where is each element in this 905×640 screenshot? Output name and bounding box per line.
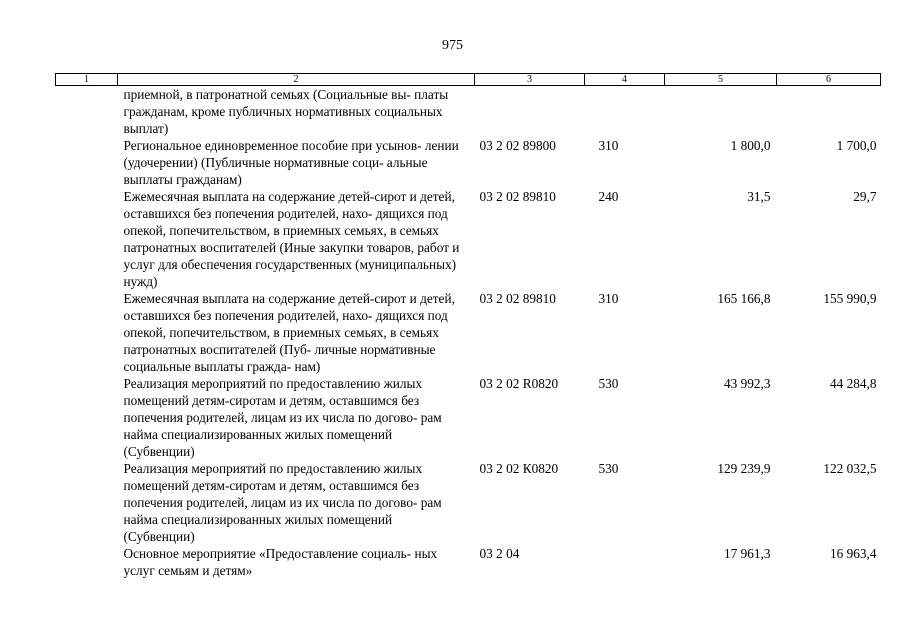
- item-amount-1: 1 800,0: [730, 138, 771, 153]
- item-code: 03 2 02 К0820: [479, 461, 559, 476]
- table-row: [56, 137, 881, 188]
- item-amount-2: 155 990,9: [823, 291, 877, 306]
- item-amount-1: [665, 86, 777, 138]
- item-amount-2: 1 700,0: [836, 138, 877, 153]
- item-amount-2: [777, 86, 881, 138]
- header-col-6: 6: [777, 74, 881, 86]
- item-type: 310: [598, 291, 619, 306]
- item-name: Ежемесячная выплата на содержание детей-сирот и детей, оставшихся без попечения родителей, нахо- дящихся под опекой, попечительством, в приемных семьях, в семьях патронатных воспитателей (Пуб- личные нормативные социальные выплаты гражда- нам): [123, 291, 455, 374]
- header-row: [56, 74, 881, 86]
- row-number-cell: [56, 86, 118, 138]
- item-name: Региональное единовременное пособие при усынов- лении (удочерении) (Публичные нормативные соци- альные выплаты гражданам): [123, 138, 459, 187]
- table-row: [56, 188, 881, 290]
- header-col-5: 5: [665, 74, 777, 86]
- item-amount-2: 122 032,5: [823, 461, 877, 476]
- item-name: Ежемесячная выплата на содержание детей-сирот и детей, оставшихся без попечения родителей, нахо- дящихся под опекой, попечительством, в приемных семьях, в семьях патронатных воспитателей (Иные закупки товаров, работ и услуг для обеспечения государственных (муниципальных) нужд): [123, 189, 460, 289]
- item-code: 03 2 02 R0820: [479, 376, 559, 391]
- item-code: 03 2 02 89810: [479, 189, 556, 204]
- table-row: [56, 460, 881, 545]
- item-amount-1: 17 961,3: [723, 546, 771, 561]
- item-amount-1: 129 239,9: [717, 461, 771, 476]
- item-amount-2: 29,7: [853, 189, 877, 204]
- item-amount-1: 43 992,3: [723, 376, 771, 391]
- item-name: Реализация мероприятий по предоставлению жилых помещений детям-сиротам и детям, оставшимся без попечения родителей, лицам из их числа по догово- рам найма специализированных жилых помещений (Субвенции): [123, 461, 442, 544]
- table-row: [56, 290, 881, 375]
- header-col-1: 1: [56, 74, 118, 86]
- row-number-cell: [56, 375, 118, 460]
- item-name: приемной, в патронатной семьях (Социальные вы- платы гражданам, кроме публичных нормативных социальных выплат): [123, 87, 449, 136]
- item-name: Основное мероприятие «Предоставление социаль- ных услуг семьям и детям»: [123, 546, 438, 578]
- item-type: 530: [598, 461, 619, 476]
- item-code: 03 2 02 89800: [479, 138, 556, 153]
- header-col-3: 3: [475, 74, 585, 86]
- table-row: [56, 545, 881, 579]
- item-type: [585, 86, 665, 138]
- item-amount-1: 165 166,8: [717, 291, 771, 306]
- item-code: 03 2 04: [479, 546, 520, 561]
- item-code: [475, 86, 585, 138]
- table-header: [56, 74, 881, 86]
- page-number: 975: [442, 38, 463, 53]
- item-type: 310: [598, 138, 619, 153]
- header-col-2: 2: [118, 74, 475, 86]
- row-number-cell: [56, 460, 118, 545]
- item-amount-1: 31,5: [747, 189, 771, 204]
- item-code: 03 2 02 89810: [479, 291, 556, 306]
- budget-table: [55, 73, 881, 579]
- header-col-4: 4: [585, 74, 665, 86]
- table-row: [56, 86, 881, 138]
- row-number-cell: [56, 188, 118, 290]
- row-number-cell: [56, 137, 118, 188]
- item-type: 240: [598, 189, 619, 204]
- row-number-cell: [56, 545, 118, 579]
- item-amount-2: 16 963,4: [829, 546, 877, 561]
- item-type: 530: [598, 376, 619, 391]
- item-name: Реализация мероприятий по предоставлению жилых помещений детям-сиротам и детям, оставшимся без попечения родителей, лицам из их числа по догово- рам найма специализированных жилых помещений (Субвенции): [123, 376, 442, 459]
- table-body: [56, 86, 881, 580]
- item-type: [585, 545, 665, 579]
- table-row: [56, 375, 881, 460]
- item-amount-2: 44 284,8: [829, 376, 877, 391]
- row-number-cell: [56, 290, 118, 375]
